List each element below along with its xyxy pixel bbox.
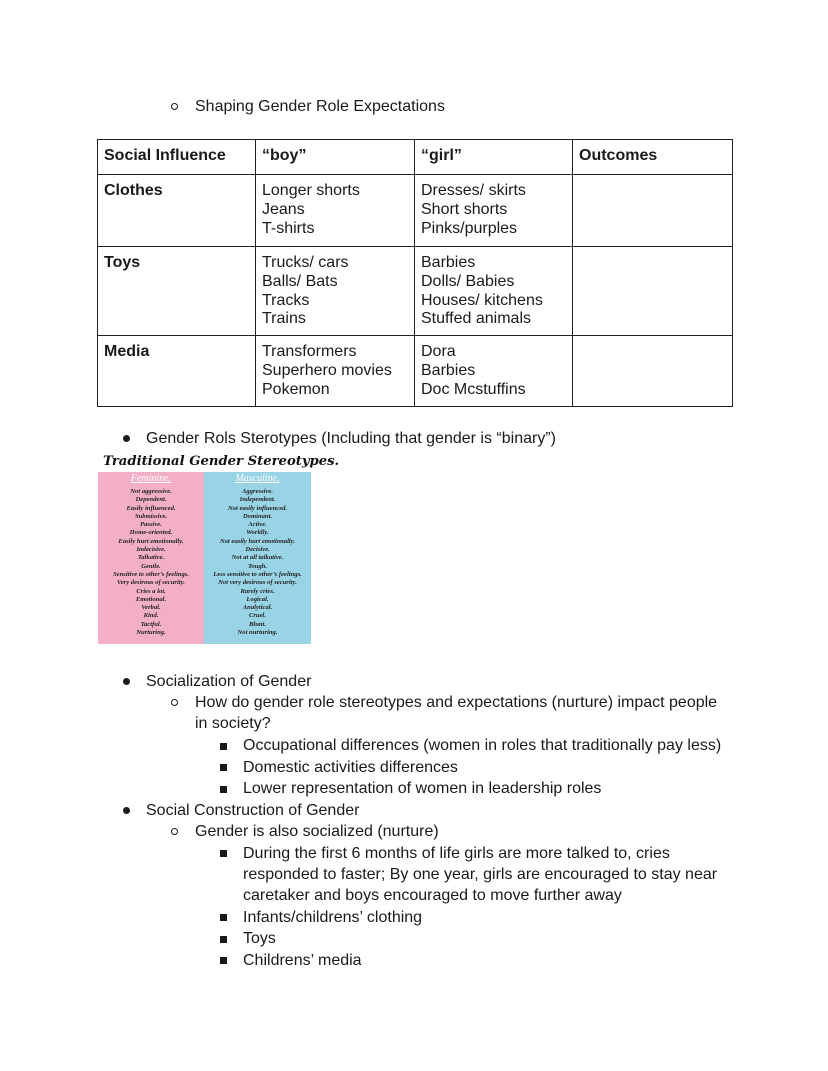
list-item: Houses/ kitchens — [421, 291, 543, 309]
list-item: Home-oriented. — [129, 529, 173, 537]
disc-bullet-icon — [123, 435, 130, 442]
list-item: Toys — [243, 930, 276, 947]
list-item: caretaker and boys encouraged to move further away — [243, 887, 622, 904]
header-cell: “boy” — [256, 140, 415, 175]
list-item: Verbal. — [141, 604, 161, 612]
circle-bullet-icon — [171, 828, 178, 835]
list-item: Longer shorts — [262, 182, 360, 199]
boy-cell — [256, 247, 415, 336]
influence-cell: Clothes — [98, 175, 256, 247]
list-item: Pokemon — [262, 380, 330, 398]
list-item: Aggressive. — [242, 488, 273, 495]
list-item: Not at all talkative. — [231, 554, 284, 562]
header-cell: Outcomes — [573, 140, 733, 175]
list-item: T-shirts — [262, 219, 315, 237]
list-item: Blunt. — [248, 620, 267, 628]
influence-cell: Media — [98, 336, 256, 407]
stereotypes-bullet: Gender Rols Sterotypes (Including that gender is “binary”) — [146, 430, 556, 447]
list-item: Very desirous of security. — [117, 579, 185, 587]
list-item: Balls/ Bats — [262, 272, 338, 290]
list-item: Cruel. — [248, 612, 267, 620]
list-item: Emotional. — [135, 595, 167, 603]
list-item: Tough. — [248, 562, 267, 570]
list-item: Superhero movies — [262, 361, 392, 379]
square-bullet-icon — [220, 914, 227, 921]
list-item: Indecisive. — [136, 546, 166, 554]
girl-cell — [415, 336, 573, 407]
socialization-bullet: Socialization of Gender — [146, 673, 312, 690]
list-item: Barbies — [421, 361, 476, 379]
list-item: Not very desirous of security. — [218, 579, 297, 587]
list-item: Not easily hurt emotionally. — [219, 537, 296, 545]
list-item: Barbies — [421, 254, 476, 271]
outcomes-cell — [573, 247, 733, 336]
list-item: During the first 6 months of life girls are more talked to, cries — [243, 845, 670, 862]
list-item: Jeans — [262, 200, 305, 218]
list-item: Childrens’ media — [243, 952, 362, 969]
list-item: Gentle. — [141, 562, 161, 570]
list-item: Transformers — [262, 343, 357, 361]
list-item: Not easily influenced. — [227, 504, 288, 512]
socialization-question: How do gender role stereotypes and expectations (nurture) impact people — [195, 694, 718, 711]
list-item: Worldly. — [246, 529, 269, 537]
square-bullet-icon — [220, 764, 227, 771]
list-item: Submissive. — [134, 512, 168, 520]
construction-bullet: Social Construction of Gender — [146, 802, 360, 819]
list-item: Not nurturing. — [237, 629, 278, 637]
list-item: Tracks — [262, 291, 310, 309]
list-item: Lower representation of women in leadership roles — [243, 780, 602, 797]
list-item: Occupational differences (women in roles that traditionally pay less) — [243, 737, 722, 754]
table-row — [98, 336, 733, 407]
circle-bullet-icon — [171, 103, 178, 110]
list-item: Dependent. — [135, 496, 167, 504]
list-item: Dora — [421, 343, 456, 361]
table-row — [98, 175, 733, 247]
header-cell: Social Influence — [98, 140, 256, 175]
list-item: Dresses/ skirts — [421, 182, 526, 199]
list-item: Domestic activities differences — [243, 759, 458, 776]
list-item: Easily influenced. — [126, 504, 176, 512]
list-item: Rarely cries. — [240, 587, 275, 595]
table-row — [98, 247, 733, 336]
stereotypes-title: Traditional Gender Stereotypes. — [103, 454, 340, 469]
list-item: Doc Mcstuffins — [421, 380, 526, 398]
list-item: Trains — [262, 310, 306, 328]
outcomes-cell — [573, 175, 733, 247]
girl-cell — [415, 247, 573, 336]
list-item: Tactful. — [140, 620, 162, 628]
list-item: Logical. — [246, 595, 269, 603]
list-item: Passive. — [140, 521, 162, 529]
boy-cell — [256, 336, 415, 407]
list-item: Trucks/ cars — [262, 254, 349, 271]
list-item: Short shorts — [421, 200, 508, 218]
disc-bullet-icon — [123, 807, 130, 814]
girl-cell — [415, 175, 573, 247]
list-item: Analytical. — [242, 604, 273, 612]
square-bullet-icon — [220, 786, 227, 793]
list-item: Cries a lot. — [136, 587, 166, 595]
list-item: Less sensitive to other’s feelings. — [213, 570, 302, 578]
list-item: Pinks/purples — [421, 219, 518, 237]
construction-sub: Gender is also socialized (nurture) — [195, 823, 439, 840]
list-item: responded to faster; By one year, girls are encouraged to stay near — [243, 866, 718, 883]
list-item: Active. — [248, 521, 267, 529]
disc-bullet-icon — [123, 678, 130, 685]
masculine-heading: Masculine. — [235, 473, 280, 484]
table-header-row — [98, 140, 733, 175]
list-item: Dolls/ Babies — [421, 272, 515, 290]
circle-bullet-icon — [171, 699, 178, 706]
square-bullet-icon — [220, 743, 227, 750]
list-item: Sensitive to other’s feelings. — [113, 570, 189, 578]
feminine-heading: Feminine. — [130, 473, 172, 484]
list-item: Infants/childrens’ clothing — [243, 909, 423, 926]
outcomes-cell — [573, 336, 733, 407]
square-bullet-icon — [220, 936, 227, 943]
square-bullet-icon — [220, 850, 227, 857]
socialization-question: in society? — [195, 715, 271, 732]
header-cell: “girl” — [415, 140, 573, 175]
list-item: Dominant. — [242, 512, 273, 520]
feminine-column — [98, 472, 204, 644]
list-item: Nurturing. — [136, 629, 166, 637]
influence-cell: Toys — [98, 247, 256, 336]
list-item: Easily hurt emotionally. — [118, 537, 184, 545]
list-item: Independent. — [239, 496, 276, 504]
boy-cell — [256, 175, 415, 247]
social-influence-table — [97, 139, 733, 407]
list-item: Stuffed animals — [421, 310, 531, 328]
list-item: Kind. — [143, 612, 159, 620]
list-item: Not aggressive. — [130, 488, 172, 495]
square-bullet-icon — [220, 957, 227, 964]
list-item: Decisive. — [245, 546, 270, 554]
gender-stereotypes-image — [98, 452, 340, 644]
section-subheading: Shaping Gender Role Expectations — [195, 98, 445, 115]
masculine-column — [204, 472, 311, 644]
list-item: Talkative. — [137, 554, 165, 562]
